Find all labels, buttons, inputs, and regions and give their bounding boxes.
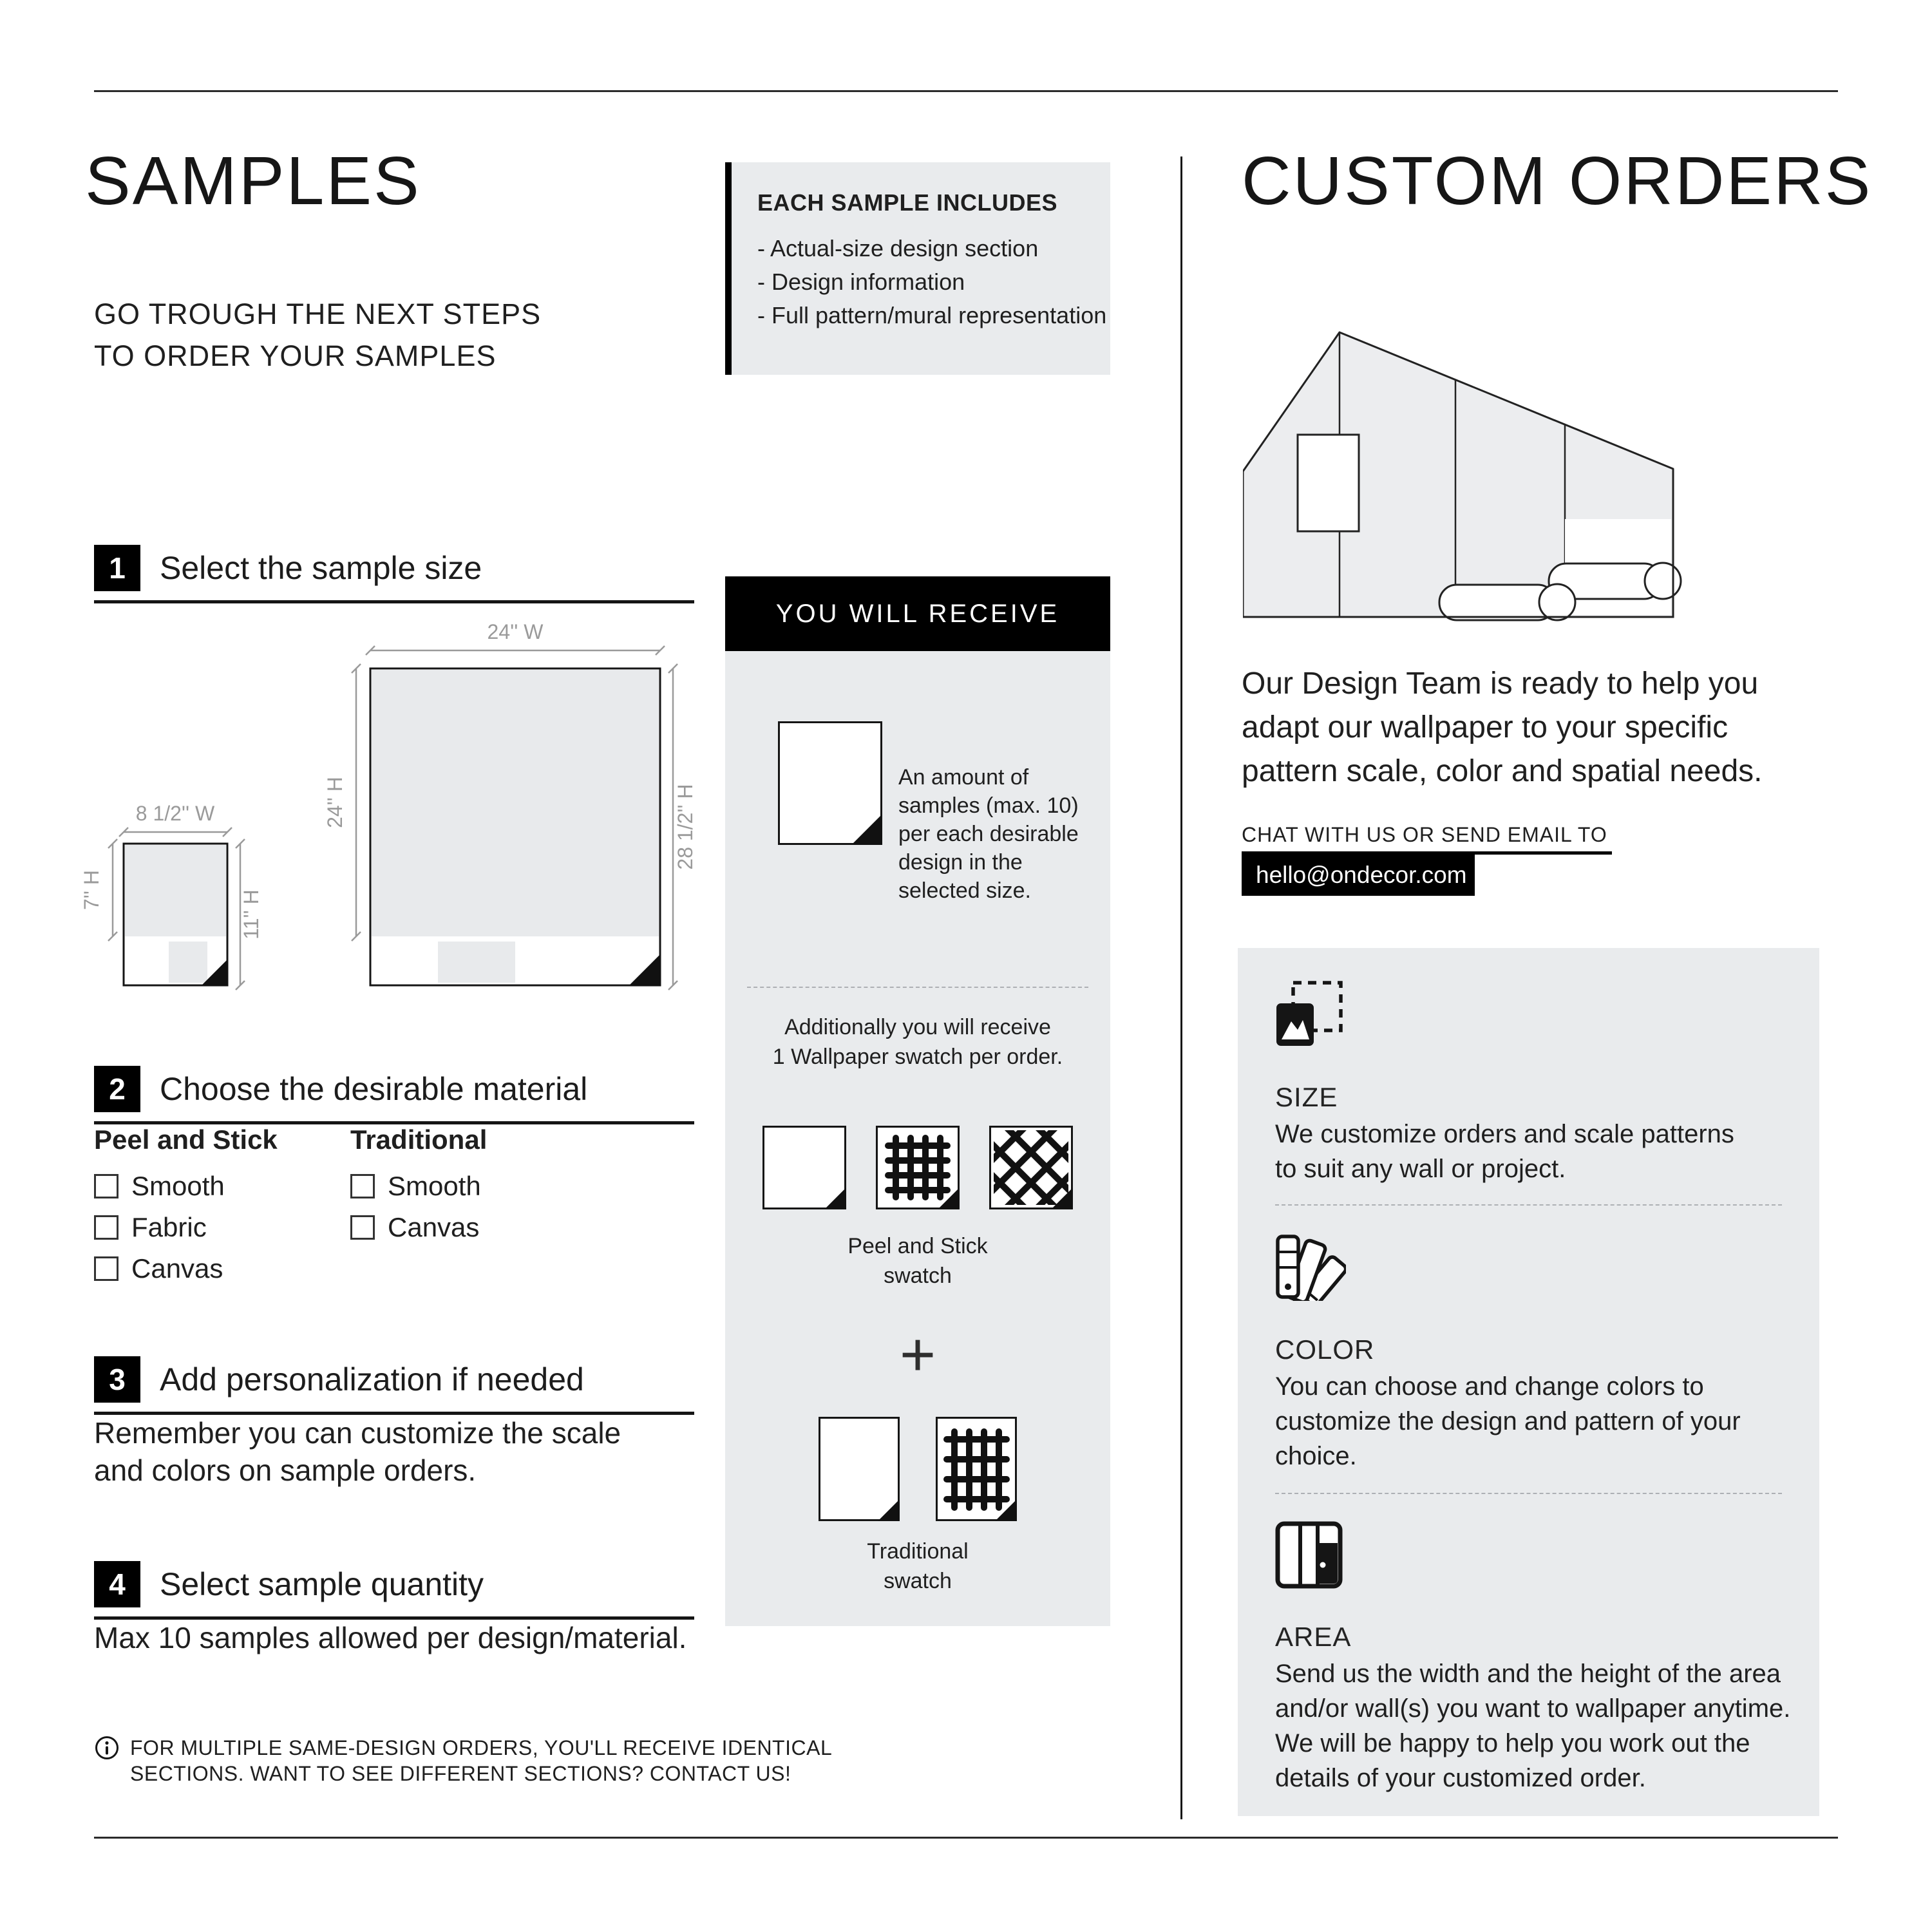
material-peel-column <box>94 1124 278 1283</box>
custom-orders-intro: Our Design Team is ready to help you adapt our wallpaper to your specific pattern scale, color and spatial needs. <box>1242 667 1763 788</box>
step-3-number-badge: 3 <box>94 1356 140 1403</box>
grid-swatch-icon <box>876 1126 960 1209</box>
includes-item: - Actual-size design section <box>757 235 1039 261</box>
small-width-label: 8 1/2'' W <box>135 802 215 825</box>
blank-swatch-icon <box>762 1126 846 1209</box>
step-4 <box>94 1561 694 1620</box>
info-icon <box>94 1735 120 1761</box>
house-illustration <box>1243 328 1697 625</box>
receive-description: An amount of samples (max. 10) per each desirable design in the selected size. <box>898 765 1079 903</box>
step-4-body: Max 10 samples allowed per design/material. <box>94 1621 687 1654</box>
material-traditional-title: Traditional <box>350 1124 488 1155</box>
lattice-swatch-icon <box>989 1126 1073 1209</box>
swatch-fold-icon <box>938 1188 960 1209</box>
custom-orders-panel <box>1238 948 1819 1816</box>
color-icon <box>1275 1233 1346 1301</box>
material-option-peel-smooth: Smooth <box>94 1172 278 1200</box>
feature-color-name: COLOR <box>1275 1334 1375 1365</box>
panel-divider <box>747 987 1088 988</box>
large-sample-print-area <box>372 670 659 936</box>
page-fold-icon <box>851 814 882 845</box>
peel-and-stick-swatch-row <box>725 1126 1110 1209</box>
custom-orders-title: CUSTOM ORDERS <box>1242 143 1873 219</box>
includes-items <box>757 232 1107 332</box>
you-will-receive-header: YOU WILL RECEIVE <box>725 576 1110 651</box>
subtitle-line: GO TROUGH THE NEXT STEPS <box>94 298 542 330</box>
area-icon <box>1275 1521 1343 1589</box>
traditional-caption: Traditional swatch <box>867 1539 969 1593</box>
large-inner-height-label: 24'' H <box>323 777 346 828</box>
samples-subtitle <box>94 293 541 377</box>
sample-page-icon <box>778 721 882 845</box>
feature-size-name: SIZE <box>1275 1082 1338 1112</box>
bottom-rule <box>94 1837 1838 1839</box>
swatch-fold-icon <box>878 1499 900 1521</box>
size-icon <box>1275 980 1343 1048</box>
step-1 <box>94 545 694 603</box>
material-option-peel-fabric: Fabric <box>94 1213 278 1242</box>
plus-icon: + <box>899 1320 936 1389</box>
small-sample-thumbnail <box>169 942 207 983</box>
checkbox-icon[interactable] <box>94 1174 118 1198</box>
feature-area-body: Send us the width and the height of the area and/or wall(s) you want to wallpaper anytime. We will be happy to help you work out the details of your customized order. <box>1275 1660 1791 1792</box>
small-sample-print-area <box>125 845 226 936</box>
step-1-number-badge: 1 <box>94 545 140 591</box>
step-1-rule <box>94 600 694 603</box>
chat-label: CHAT WITH US OR SEND EMAIL TO <box>1242 823 1607 846</box>
grid-swatch-icon <box>936 1417 1017 1521</box>
peel-and-stick-caption: Peel and Stick swatch <box>848 1234 988 1288</box>
step-1-title: Select the sample size <box>160 550 482 586</box>
step-3-body: Remember you can customize the scale and colors on sample orders. <box>94 1416 621 1487</box>
samples-title: SAMPLES <box>85 143 421 219</box>
step-3-title: Add personalization if needed <box>160 1361 584 1397</box>
step-4-title: Select sample quantity <box>160 1566 484 1602</box>
footnote-text: FOR MULTIPLE SAME-DESIGN ORDERS, YOU'LL RECEIVE IDENTICAL SECTIONS. WANT TO SEE DIFFERENT SECTIONS? CONTACT US! <box>130 1736 833 1785</box>
step-3 <box>94 1356 694 1415</box>
checkbox-icon[interactable] <box>350 1174 375 1198</box>
step-2-number-badge: 2 <box>94 1066 140 1112</box>
feature-area-name: AREA <box>1275 1622 1352 1652</box>
email-address[interactable]: hello@ondecor.com <box>1242 855 1475 896</box>
small-outer-height-label: 11'' H <box>240 889 263 940</box>
blank-swatch-icon <box>819 1417 900 1521</box>
feature-size-body: We customize orders and scale patterns to suit any wall or project. <box>1275 1120 1734 1183</box>
panel-divider <box>1275 1493 1782 1494</box>
checkbox-icon[interactable] <box>94 1215 118 1240</box>
material-traditional-column <box>350 1124 487 1242</box>
additional-note: Additionally you will receive 1 Wallpaper swatch per order. <box>772 1015 1063 1069</box>
step-2-title: Choose the desirable material <box>160 1071 588 1107</box>
traditional-swatch-row <box>725 1417 1110 1521</box>
footnote <box>94 1735 832 1786</box>
panel-divider <box>1275 1204 1782 1206</box>
swatch-fold-icon <box>995 1499 1017 1521</box>
swatch-fold-icon <box>824 1188 846 1209</box>
each-sample-includes-box <box>725 162 1110 375</box>
step-2 <box>94 1066 694 1124</box>
material-option-traditional-smooth: Smooth <box>350 1172 487 1200</box>
large-outer-height-label: 28 1/2'' H <box>674 784 697 870</box>
large-sample-thumbnail <box>438 942 515 983</box>
column-divider <box>1180 156 1182 1819</box>
checkbox-icon[interactable] <box>94 1256 118 1281</box>
subtitle-line: TO ORDER YOUR SAMPLES <box>94 339 497 372</box>
checkbox-icon[interactable] <box>350 1215 375 1240</box>
material-option-traditional-canvas: Canvas <box>350 1213 487 1242</box>
sample-size-diagram <box>77 605 708 1005</box>
top-rule <box>94 90 1838 92</box>
includes-item: - Full pattern/mural representation <box>757 302 1107 328</box>
feature-color-body: You can choose and change colors to customize the design and pattern of your choice. <box>1275 1372 1741 1470</box>
small-inner-height-label: 7'' H <box>80 869 103 911</box>
wallpaper-roll-icon <box>1439 584 1575 620</box>
includes-item: - Design information <box>757 269 965 295</box>
material-peel-title: Peel and Stick <box>94 1124 278 1155</box>
window <box>1298 435 1359 531</box>
large-width-label: 24'' W <box>487 620 544 643</box>
swatch-fold-icon <box>1051 1188 1073 1209</box>
step-4-number-badge: 4 <box>94 1561 140 1607</box>
includes-title: EACH SAMPLE INCLUDES <box>757 189 1058 216</box>
material-option-peel-canvas: Canvas <box>94 1255 278 1283</box>
you-will-receive-panel <box>725 651 1110 1626</box>
